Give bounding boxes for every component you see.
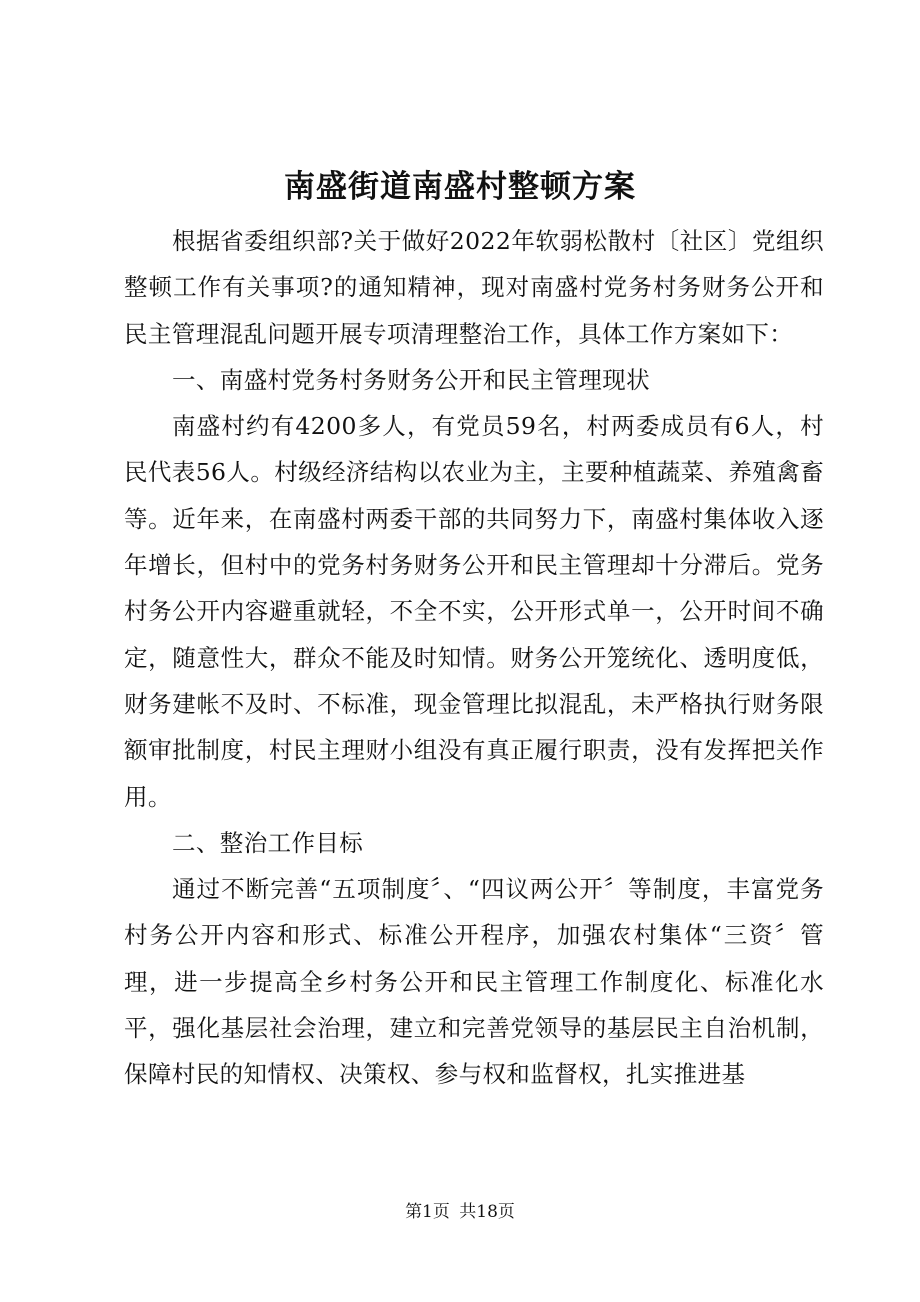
document-body — [124, 218, 824, 1098]
page-total: 共18页 — [459, 1202, 515, 1222]
document-title: 南盛街道南盛村整顿方案 — [284, 169, 636, 205]
section-heading-status: 一、南盛村党务村务财务公开和民主管理现状 — [172, 365, 650, 394]
paragraph-goals: 通过不断完善“五项制度〞、“四议两公开〞等制度，丰富党务村务公开内容和形式、标准公开程序，加强农村集体“三资〞管理，进一步提高全乡村务公开和民主管理工作制度化、标准化水平，强化基层社会治理，建立和完善党领导的基层民主自治机制，保障村民的知情权、决策权、参与权和监督权，扎实推进基 — [124, 875, 824, 1089]
page-number: 第1页 — [405, 1202, 450, 1222]
section-heading-goals: 二、整治工作目标 — [172, 828, 364, 857]
paragraph-status: 南盛村约有4200多人，有党员59名，村两委成员有6人，村民代表56人。村级经济结构以农业为主，主要种植蔬菜、养殖禽畜等。近年来，在南盛村两委干部的共同努力下，南盛村集体收入逐年增长，但村中的党务村务财务公开和民主管理却十分滞后。党务村务公开内容避重就轻，不全不实，公开形式单一，公开时间不确定，随意性大，群众不能及时知情。财务公开笼统化、透明度低，财务建帐不及时、不标准，现金管理比拟混乱，未严格执行财务限额审批制度，村民主理财小组没有真正履行职责，没有发挥把关作用。 — [124, 412, 824, 811]
page-footer — [0, 1198, 920, 1226]
paragraph-intro: 根据省委组织部?关于做好2022年软弱松散村〔社区〕党组织整顿工作有关事项?的通知精神，现对南盛村党务村务财务公开和民主管理混乱问题开展专项清理整治工作，具体工作方案如下： — [124, 227, 824, 348]
